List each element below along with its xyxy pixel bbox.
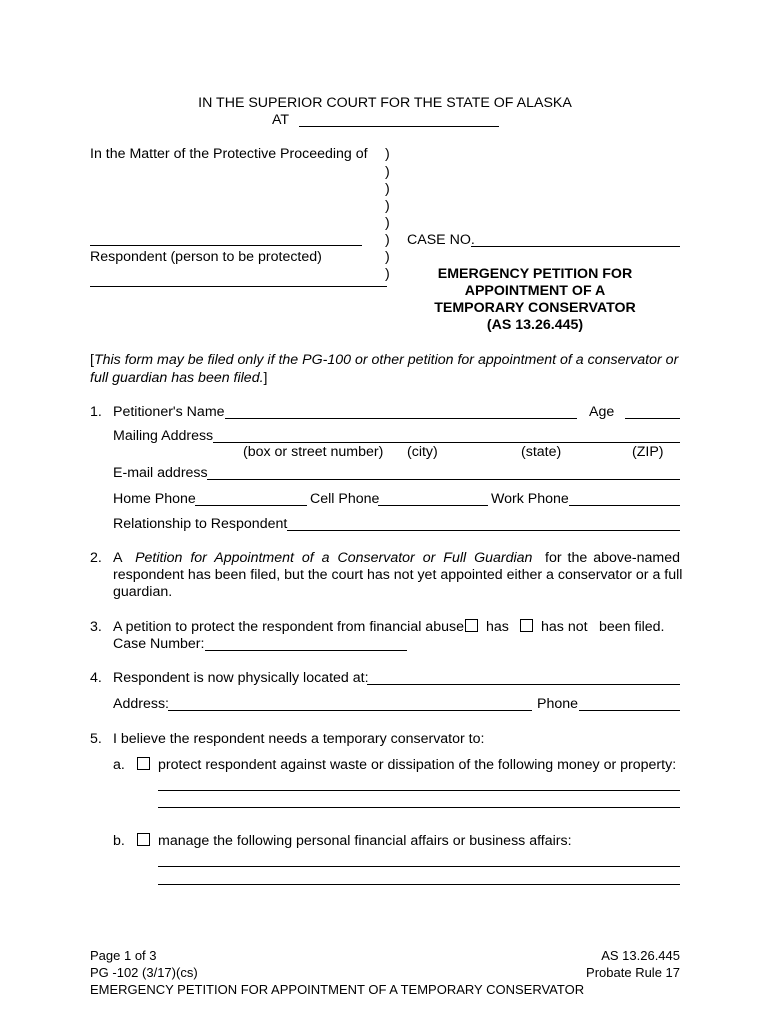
- caption-paren: ): [385, 198, 390, 214]
- notice-line-2: full guardian has been filed.]: [90, 370, 268, 386]
- form-title-line: (AS 13.26.445): [486, 317, 584, 333]
- item-number: 3.: [90, 619, 102, 635]
- been-filed-text: been filed.: [599, 619, 665, 635]
- respondent-label: Respondent (person to be protected): [90, 249, 322, 265]
- option-a-label: a.: [113, 757, 125, 773]
- work-phone-field[interactable]: [569, 505, 680, 506]
- option-a-checkbox[interactable]: [137, 757, 150, 770]
- item2-line-1: A Petition for Appointment of a Conservator or Full Guardian for the above-named: [113, 550, 680, 566]
- case-number-field[interactable]: [205, 650, 407, 651]
- caption-paren: ): [385, 249, 390, 265]
- city-hint: (city): [407, 444, 438, 460]
- cell-phone-label: Cell Phone: [310, 491, 380, 507]
- has-not-checkbox[interactable]: [520, 619, 533, 632]
- form-title-line: TEMPORARY CONSERVATOR: [434, 300, 636, 316]
- zip-hint: (ZIP): [632, 444, 664, 460]
- has-not-label: has not: [541, 619, 588, 635]
- footer-form-id: PG -102 (3/17)(cs): [90, 965, 198, 980]
- item-number: 4.: [90, 670, 102, 686]
- home-phone-label: Home Phone: [113, 491, 196, 507]
- located-field[interactable]: [367, 684, 680, 685]
- work-phone-label: Work Phone: [491, 491, 569, 507]
- relationship-label: Relationship to Respondent: [113, 516, 288, 532]
- home-phone-field[interactable]: [195, 505, 307, 506]
- respondent-name-field[interactable]: [90, 245, 362, 246]
- address-field[interactable]: [168, 710, 532, 711]
- option-a-answer-line[interactable]: [158, 807, 680, 808]
- street-hint: (box or street number): [243, 444, 384, 460]
- matter-label: In the Matter of the Protective Proceeding of: [90, 146, 368, 162]
- form-title-line: APPOINTMENT OF A: [464, 283, 606, 299]
- footer-page: Page 1 of 3: [90, 948, 157, 963]
- caption-paren: ): [385, 266, 390, 282]
- case-number-label: Case Number:: [113, 636, 205, 652]
- email-label: E-mail address: [113, 465, 208, 481]
- form-title-line: EMERGENCY PETITION FOR: [437, 266, 633, 282]
- option-a-answer-line[interactable]: [158, 790, 680, 791]
- caption-paren: ): [385, 181, 390, 197]
- age-field[interactable]: [625, 418, 680, 419]
- option-b-label: b.: [113, 833, 125, 849]
- mailing-address-field[interactable]: [213, 442, 680, 443]
- case-no-field[interactable]: [471, 246, 680, 247]
- case-no-label: CASE NO.: [407, 232, 475, 248]
- item2-line-2: respondent has been filed, but the court has not yet appointed either a conservator or a full: [113, 567, 683, 583]
- caption-paren: ): [385, 164, 390, 180]
- phone-label: Phone: [537, 696, 579, 712]
- caption-paren: ): [385, 146, 390, 162]
- has-label: has: [486, 619, 509, 635]
- notice-line-1: [This form may be filed only if the PG-100 or other petition for appointment of a conservator or: [90, 352, 679, 368]
- option-b-text: manage the following personal financial affairs or business affairs:: [158, 833, 572, 849]
- court-heading: IN THE SUPERIOR COURT FOR THE STATE OF ALASKA: [198, 95, 572, 111]
- footer-form-title: EMERGENCY PETITION FOR APPOINTMENT OF A TEMPORARY CONSERVATOR: [90, 982, 585, 997]
- caption-paren: ): [385, 232, 390, 248]
- option-a-text: protect respondent against waste or dissipation of the following money or property:: [158, 757, 677, 773]
- option-b-answer-line[interactable]: [158, 866, 680, 867]
- located-label: Respondent is now physically located at:: [113, 670, 369, 686]
- cell-phone-field[interactable]: [378, 505, 488, 506]
- relationship-field[interactable]: [287, 530, 680, 531]
- email-field[interactable]: [207, 479, 680, 480]
- footer-rule: Probate Rule 17: [586, 965, 680, 980]
- item-number: 1.: [90, 404, 102, 420]
- petitioner-name-label: Petitioner's Name: [113, 404, 225, 420]
- option-b-answer-line[interactable]: [158, 884, 680, 885]
- phone-field[interactable]: [579, 710, 680, 711]
- age-label: Age: [589, 404, 615, 420]
- state-hint: (state): [521, 444, 562, 460]
- has-checkbox[interactable]: [465, 619, 478, 632]
- petitioner-name-field[interactable]: [225, 418, 577, 419]
- footer-statute: AS 13.26.445: [601, 948, 680, 963]
- respondent-extra-field[interactable]: [90, 286, 387, 287]
- caption-paren: ): [385, 215, 390, 231]
- item2-line-3: guardian.: [113, 584, 173, 600]
- item-number: 2.: [90, 550, 102, 566]
- financial-abuse-text: A petition to protect the respondent from financial abuse: [113, 619, 464, 635]
- option-b-checkbox[interactable]: [137, 833, 150, 846]
- court-location-field[interactable]: [299, 126, 499, 127]
- item5-text: I believe the respondent needs a temporary conservator to:: [113, 731, 485, 747]
- item-number: 5.: [90, 731, 102, 747]
- address-label: Address:: [113, 696, 169, 712]
- mailing-address-label: Mailing Address: [113, 428, 214, 444]
- court-location-label: AT: [272, 112, 290, 128]
